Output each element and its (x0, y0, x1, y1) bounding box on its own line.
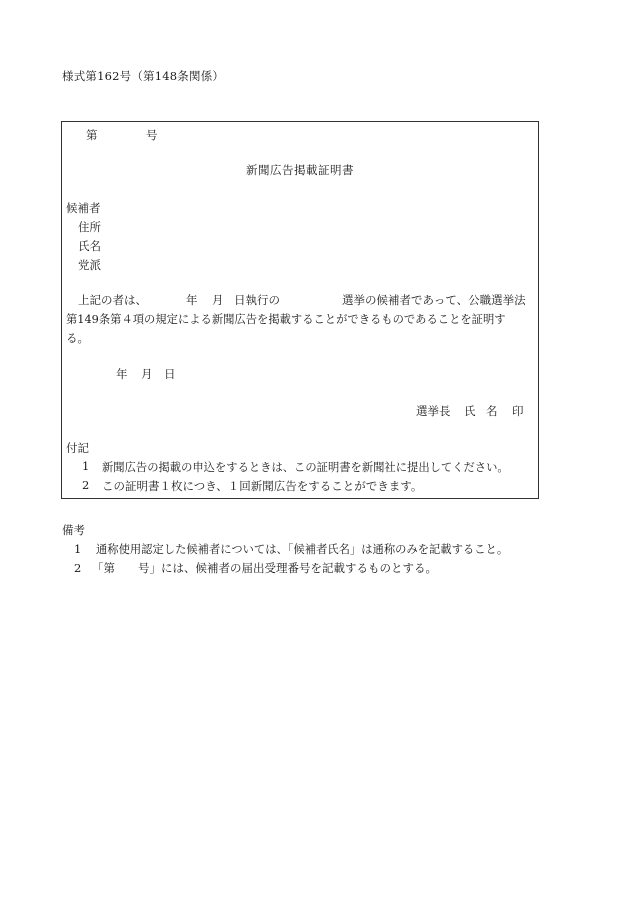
supplement-num-2: 2 (82, 478, 90, 492)
supplement-text-1: 新聞広告の掲載の申込をするときは、この証明書を新聞社に提出してください。 (102, 461, 509, 474)
body-line-3: る。 (66, 331, 89, 345)
remarks-label: 備考 (62, 523, 85, 537)
party-label: 党派 (78, 258, 101, 272)
form-number: 様式第162号（第148条関係） (62, 69, 225, 83)
body-day: 日執行の (234, 293, 280, 307)
number-suffix: 号 (146, 128, 158, 142)
body-election: 選挙の候補者であって、公職選挙法 (342, 293, 526, 307)
body-line-2: 第149条第４項の規定による新聞広告を掲載することができるものであることを証明す (66, 313, 506, 326)
address-label: 住所 (78, 220, 101, 234)
date-month: 月 (141, 367, 153, 381)
supplement-text-2: この証明書１枚につき、１回新聞広告をすることができます。 (102, 479, 423, 493)
date-day: 日 (164, 367, 176, 381)
date-year: 年 (116, 367, 128, 381)
body-intro: 上記の者は、 (78, 293, 147, 307)
supplement-num-1: 1 (82, 459, 90, 473)
remark-text-2: 「第 号」には、候補者の届出受理番号を記載するものとする。 (92, 561, 437, 575)
official-shi: 氏 (464, 404, 476, 418)
body-month: 月 (212, 293, 224, 307)
body-year: 年 (186, 293, 198, 307)
official-mei: 名 (486, 404, 498, 418)
supplement-label: 付記 (66, 441, 89, 455)
candidate-label: 候補者 (66, 201, 101, 215)
name-label: 氏名 (78, 239, 101, 253)
official-title: 選挙長 (416, 404, 451, 418)
seal-mark: 印 (512, 404, 524, 418)
number-prefix: 第 (86, 128, 98, 142)
certificate-title: 新聞広告掲載証明書 (246, 163, 354, 177)
remark-text-1: 通称使用認定した候補者については、「候補者氏名」は通称のみを記載すること。 (96, 543, 509, 556)
remark-num-1: 1 (74, 542, 82, 556)
certificate-box (61, 121, 539, 499)
remark-num-2: 2 (74, 561, 82, 575)
